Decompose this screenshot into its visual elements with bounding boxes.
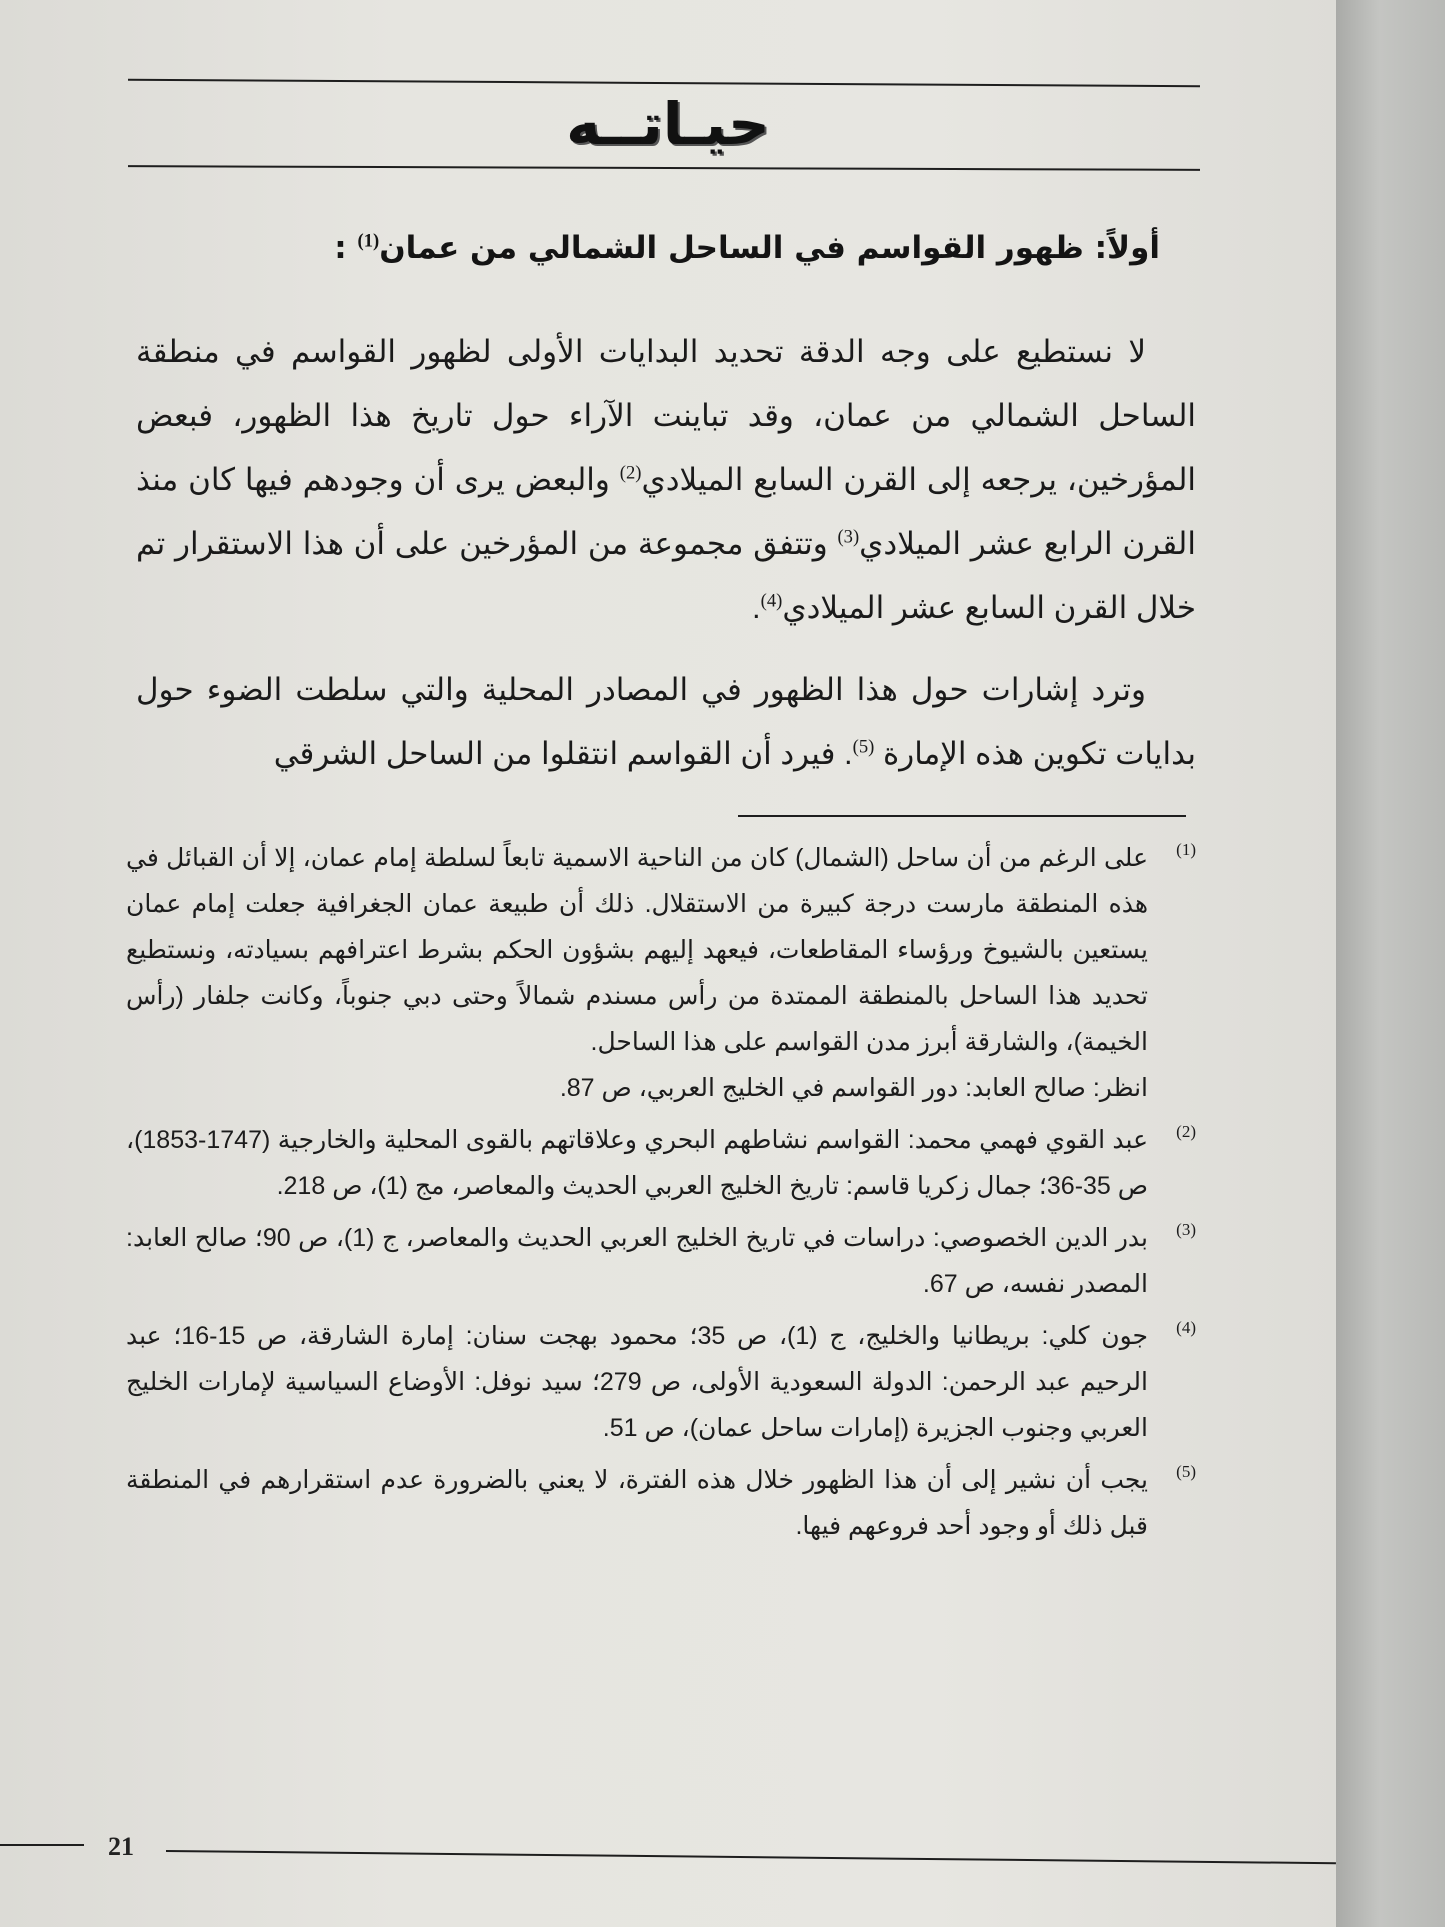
section-heading (110, 230, 1160, 266)
footnote-ref: (5) (852, 736, 875, 758)
footnote-number: (2) (1176, 1122, 1196, 1141)
footnote-ref: (1) (357, 230, 380, 252)
footnote (126, 1117, 1196, 1209)
heading-colon: : (334, 230, 347, 266)
paragraph (136, 658, 1196, 786)
footnote-text: يجب أن نشير إلى أن هذا الظهور خلال هذه الفترة، لا يعني بالضرورة عدم استقرارهم في المنطقة قبل ذلك أو وجود أحد فروعهم فيها. (126, 1466, 1148, 1540)
footnote-number: (1) (1176, 840, 1196, 859)
footnote-number: (4) (1176, 1318, 1196, 1337)
footnote-text: على الرغم من أن ساحل (الشمال) كان من الناحية الاسمية تابعاً لسلطة إمام عمان، إلا أن القبائل في هذه المنطقة مارست درجة كبيرة من الاستقلال. ذلك أن طبيعة عمان الجغرافية جعلت إمام عمان يستعين بالشيوخ ورؤساء المقاطعات، فيعهد إليهم بشؤون الحكم بشرط اعترافهم بسيادته، ونستطيع تحديد هذا الساحل بالمنطقة الممتدة من رأس مسندم شمالاً وحتى دبي جنوباً، وكانت جلفار (رأس الخيمة)، والشارقة أبرز مدن القواسم على هذا الساحل. (126, 844, 1148, 1056)
paragraph (136, 320, 1196, 640)
footnote-ref: (2) (619, 462, 642, 484)
footnote-separator (738, 815, 1186, 817)
section-heading-text: أولاً: ظهور القواسم في الساحل الشمالي من عمان (379, 230, 1160, 266)
footer-rule-left (0, 1844, 84, 1846)
footnote-ref: (3) (837, 526, 860, 548)
body-text (136, 320, 1196, 804)
paragraph-text: لا نستطيع على وجه الدقة تحديد البدايات الأولى لظهور القواسم في منطقة الساحل الشمالي من عمان، وقد تباينت الآراء حول تاريخ هذا الظهور، فبعض المؤرخين، يرجعه إلى القرن السابع الميلادي (136, 334, 1196, 497)
paragraph-text: وترد إشارات حول هذا الظهور في المصادر المحلية والتي سلطت الضوء حول بدايات تكوين هذه الإمارة (136, 672, 1196, 771)
footnote (126, 1457, 1196, 1549)
footnote-citation: انظر: صالح العابد: دور القواسم في الخليج العربي، ص 87. (559, 1074, 1148, 1102)
title-bottom-rule (128, 165, 1200, 171)
footnote-text: جون كلي: بريطانيا والخليج، ج (1)، ص 35؛ محمود بهجت سنان: إمارة الشارقة، ص 15-16؛ عبد الرحيم عبد الرحمن: الدولة السعودية الأولى، ص 279؛ سيد نوفل: الأوضاع السياسية لإمارات الخليج العربي وجنوب الجزيرة (إمارات ساحل عمان)، ص 51. (126, 1322, 1148, 1442)
footnote-text: بدر الدين الخصوصي: دراسات في تاريخ الخليج العربي الحديث والمعاصر، ج (1)، ص 90؛ صالح العابد: المصدر نفسه، ص 67. (126, 1224, 1148, 1298)
page-number: 21 (108, 1832, 134, 1861)
adjacent-page-edge (1336, 0, 1445, 1927)
footnote-ref: (4) (760, 590, 783, 612)
footnote-number: (5) (1176, 1462, 1196, 1481)
footnote (126, 1215, 1196, 1307)
footnote-text: عبد القوي فهمي محمد: القواسم نشاطهم البحري وعلاقاتهم بالقوى المحلية والخارجية (1747-1853)، ص 35-36؛ جمال زكريا قاسم: تاريخ الخليج العربي الحديث والمعاصر، مج (1)، ص 218. (126, 1126, 1148, 1200)
footnote (126, 1313, 1196, 1451)
footnote-number: (3) (1176, 1220, 1196, 1239)
paragraph-text: وتتفق مجموعة من المؤرخين على أن هذا الاستقرار تم خلال القرن السابع عشر الميلادي (136, 526, 1196, 625)
page-title: حيـاتــه (566, 90, 770, 158)
paragraph-text: . (751, 590, 761, 625)
paragraph-text: . فيرد أن القواسم انتقلوا من الساحل الشرقي (273, 736, 853, 771)
footnote (126, 835, 1196, 1111)
paragraph-text: والبعض يرى أن وجودهم فيها كان منذ القرن الرابع عشر الميلادي (136, 462, 1196, 561)
footer-rule-right (166, 1850, 1336, 1864)
title-top-rule (128, 79, 1200, 88)
footnotes (126, 835, 1196, 1555)
